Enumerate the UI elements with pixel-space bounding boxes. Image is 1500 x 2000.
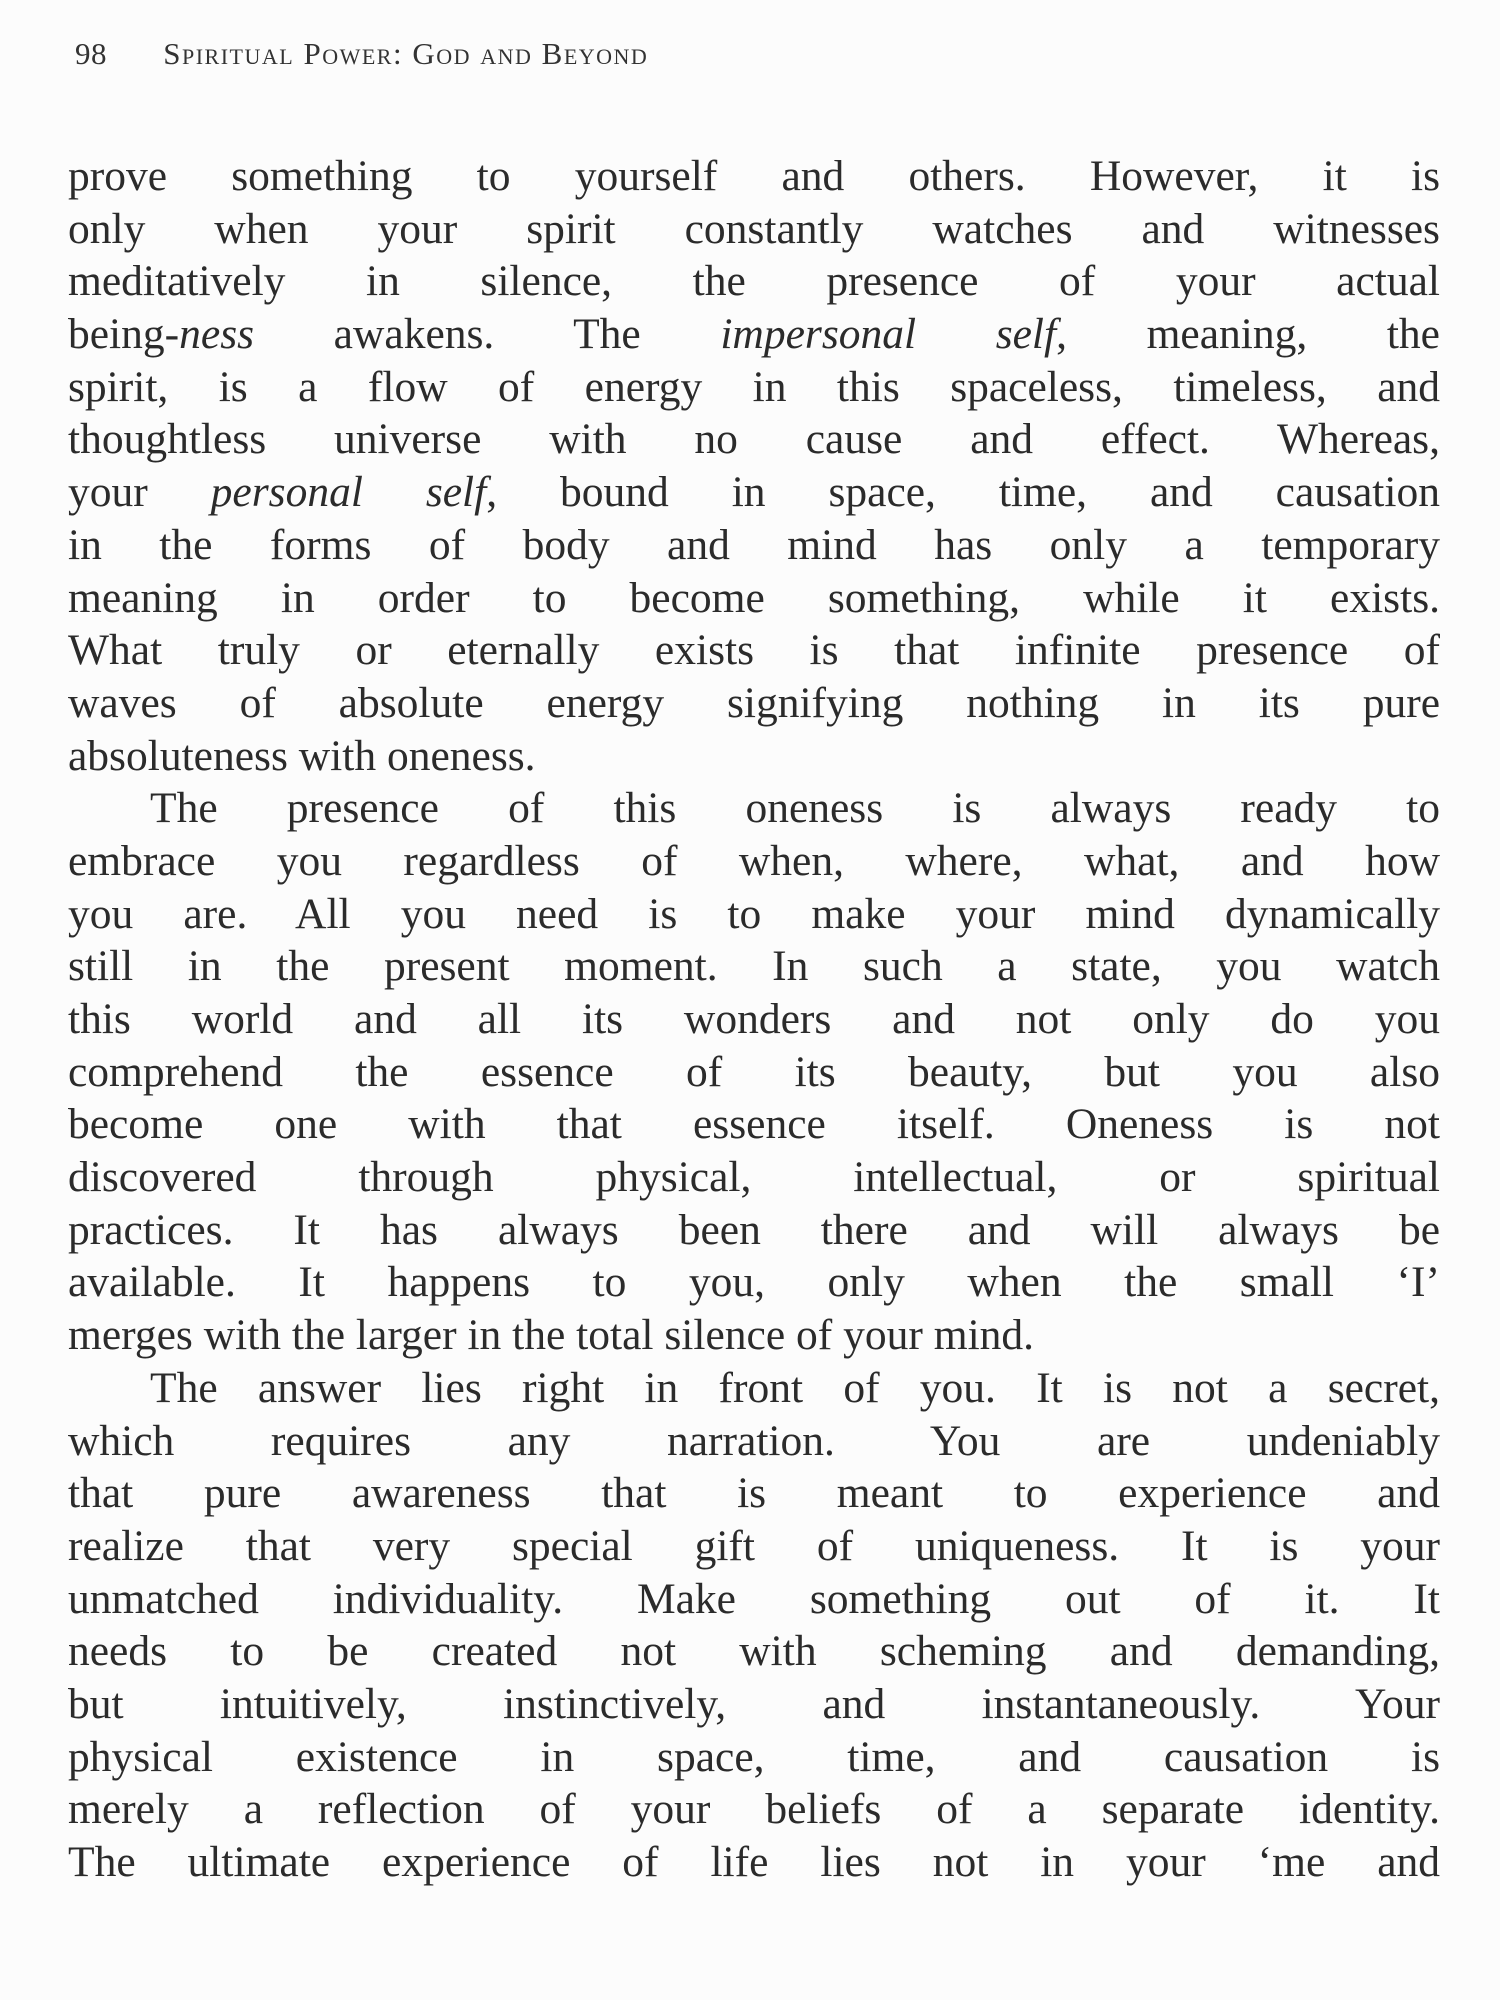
text-line [68,1731,1440,1784]
text-line [68,361,1440,414]
text-segment: The ultimate experience of life lies not in your ‘me and [68,1838,1440,1886]
text-segment: discovered through physical, intellectual, or spiritual [68,1153,1440,1202]
text-line [68,1309,1440,1362]
text-line [68,572,1440,625]
text-segment: The presence of this oneness is always ready to [150,784,1440,833]
text-line [68,466,1440,519]
text-segment: embrace you regardless of when, where, what, and how [68,836,1440,885]
text-segment: available. It happens to you, only when the small ‘I’ [68,1258,1440,1307]
text-segment: that pure awareness that is meant to experience and [68,1469,1440,1518]
italic-text: ness [179,310,255,359]
text-segment: merely a reflection of your beliefs of a separate identity. [68,1785,1440,1834]
text-line [68,1204,1440,1257]
text-line [68,940,1440,993]
running-head [75,36,1435,76]
text-segment: in the forms of body and mind has only a temporary [68,520,1440,569]
text-segment: awakens. The [254,310,721,359]
text-segment: but intuitively, instinctively, and instantaneously. Your [68,1679,1440,1728]
text-line [68,519,1440,572]
text-line [68,624,1440,677]
text-segment: prove something to yourself and others. However, it is [68,152,1440,200]
text-line [68,1520,1440,1573]
text-line [68,730,1440,783]
body-text [68,150,1440,1889]
text-segment: you are. All you need is to make your mind dynamically [68,889,1440,938]
text-segment: this world and all its wonders and not only do you [68,995,1440,1043]
text-line [68,1836,1440,1889]
text-line [68,1415,1440,1468]
text-line [68,993,1440,1046]
text-line [68,1256,1440,1309]
text-segment: comprehend the essence of its beauty, but you also [68,1047,1440,1096]
text-line [68,413,1440,466]
text-segment: meaning in order to become something, while it exists. [68,573,1440,622]
text-line [68,308,1440,361]
text-line [68,1783,1440,1836]
text-line [68,677,1440,730]
text-segment: , meaning, the [1056,310,1440,359]
text-segment: unmatched individuality. Make something out of it. It [68,1574,1440,1623]
text-segment: which requires any narration. You are undeniably [68,1416,1440,1465]
text-line [68,888,1440,941]
text-line [68,1467,1440,1520]
text-segment: still in the present moment. In such a state, you watch [68,942,1440,991]
text-line [68,1046,1440,1099]
text-line [68,1098,1440,1151]
text-segment: only when your spirit constantly watches and witnesses [68,204,1440,253]
text-segment: become one with that essence itself. Oneness is not [68,1100,1440,1149]
text-line [68,1573,1440,1626]
text-segment: absoluteness with oneness. [68,731,536,780]
text-segment: merges with the larger in the total silence of your mind. [68,1311,1035,1360]
text-segment: practices. It has always been there and will always be [68,1205,1440,1254]
text-segment: , bound in space, time, and causation [486,468,1440,517]
text-line [68,150,1440,203]
text-segment: your [68,468,211,517]
text-segment: physical existence in space, time, and causation is [68,1732,1440,1781]
text-segment: What truly or eternally exists is that infinite presence of [68,626,1440,675]
text-line [68,203,1440,256]
text-line [68,1625,1440,1678]
text-line [68,1362,1440,1415]
text-segment: waves of absolute energy signifying nothing in its pure [68,678,1440,727]
text-line [68,1678,1440,1731]
page-number: 98 [75,36,107,71]
italic-text: impersonal self [720,310,1057,359]
text-line [68,1151,1440,1204]
text-segment: spirit, is a flow of energy in this spaceless, timeless, and [68,362,1440,411]
text-segment: needs to be created not with scheming and demanding, [68,1627,1440,1676]
text-segment: The answer lies right in front of you. It is not a secret, [150,1363,1440,1412]
italic-text: personal self [210,468,487,517]
text-segment: meditatively in silence, the presence of your actual [68,257,1440,306]
text-segment: thoughtless universe with no cause and effect. Whereas, [68,415,1440,464]
text-line [68,835,1440,888]
text-segment: being- [68,310,180,359]
book-title: Spiritual Power: God and Beyond [163,36,649,71]
text-line [68,782,1440,835]
text-line [68,255,1440,308]
text-segment: realize that very special gift of uniqueness. It is your [68,1521,1440,1570]
